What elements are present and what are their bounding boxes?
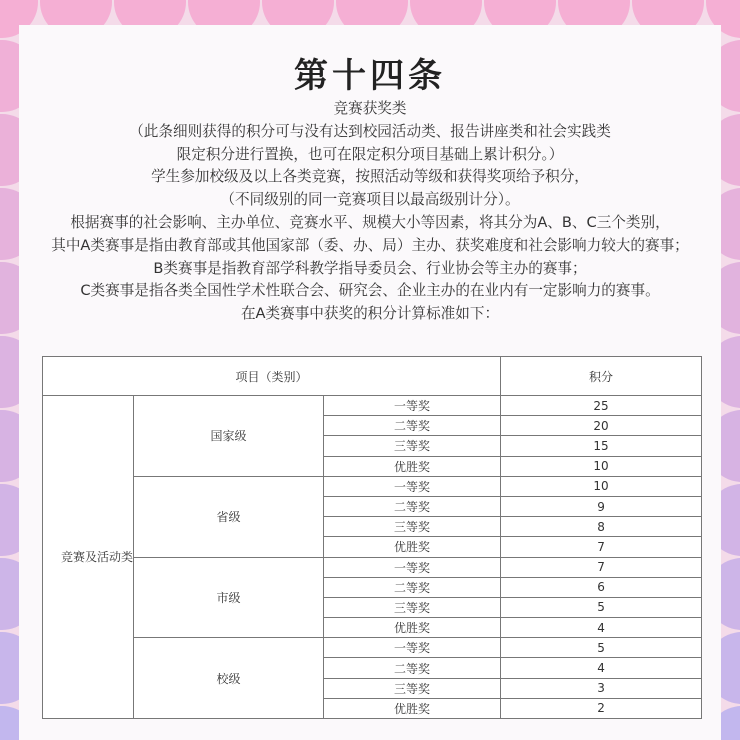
award-cell: 一等奖 [324,557,501,577]
award-cell: 三等奖 [324,597,501,617]
score-cell: 9 [501,496,702,516]
award-cell: 三等奖 [324,678,501,698]
award-cell: 三等奖 [324,436,501,456]
table-row [43,557,702,577]
award-cell: 优胜奖 [324,698,501,718]
award-cell: 一等奖 [324,476,501,496]
paragraph-line: 在A类赛事中获奖的积分计算标准如下： [240,305,500,323]
score-cell: 3 [501,678,702,698]
award-cell: 二等奖 [324,416,501,436]
table-header-row [43,357,702,396]
paragraph-line: 其中A类赛事是指由教育部或其他国家部（委、办、局）主办、获奖难度和社会影响力较大的赛事； [51,236,689,254]
score-cell: 7 [501,537,702,557]
table-row [43,396,702,416]
header-item: 项目（类别） [43,357,501,396]
page-title: 第十四条 [294,56,446,96]
paragraph-line: C类赛事是指各类全国性学术性联合会、研究会、企业主办的在业内有一定影响力的赛事。 [80,282,660,300]
level-cell: 市级 [134,557,324,638]
level-cell: 国家级 [134,396,324,477]
paragraph-line: B类赛事是指教育部学科教学指导委员会、行业协会等主办的赛事； [153,259,587,277]
award-cell: 二等奖 [324,577,501,597]
table-row [43,638,702,658]
score-cell: 5 [501,638,702,658]
score-cell: 2 [501,698,702,718]
award-cell: 二等奖 [324,496,501,516]
table-row [43,476,702,496]
paragraph-line: （不同级别的同一竞赛项目以最高级别计分）。 [220,191,520,209]
score-cell: 25 [501,396,702,416]
score-cell: 10 [501,476,702,496]
award-cell: 一等奖 [324,638,501,658]
header-score: 积分 [501,357,702,396]
paragraph-line: 限定积分进行置换，也可在限定积分项目基础上累计积分。） [176,145,564,163]
paragraph-line: 学生参加校级及以上各类竞赛，按照活动等级和获得奖项给予积分， [151,168,589,186]
score-cell: 8 [501,517,702,537]
award-cell: 三等奖 [324,517,501,537]
score-cell: 4 [501,658,702,678]
award-cell: 优胜奖 [324,618,501,638]
score-cell: 6 [501,577,702,597]
level-cell: 省级 [134,476,324,557]
subtitle: 竞赛获奖类 [333,100,407,117]
award-cell: 优胜奖 [324,456,501,476]
award-cell: 一等奖 [324,396,501,416]
paragraph-line: 根据赛事的社会影响、主办单位、竞赛水平、规模大小等因素，将其分为A、B、C三个类别， [70,213,670,231]
score-cell: 20 [501,416,702,436]
category-cell: 竞赛及活动类 [43,396,134,719]
level-cell: 校级 [134,638,324,719]
score-table [42,356,702,719]
paragraph-line: （此条细则获得的积分可与没有达到校园活动类、报告讲座类和社会实践类 [129,122,611,140]
award-cell: 优胜奖 [324,537,501,557]
score-cell: 5 [501,597,702,617]
award-cell: 二等奖 [324,658,501,678]
rule-text [19,98,721,326]
score-cell: 7 [501,557,702,577]
score-cell: 4 [501,618,702,638]
score-cell: 10 [501,456,702,476]
score-cell: 15 [501,436,702,456]
